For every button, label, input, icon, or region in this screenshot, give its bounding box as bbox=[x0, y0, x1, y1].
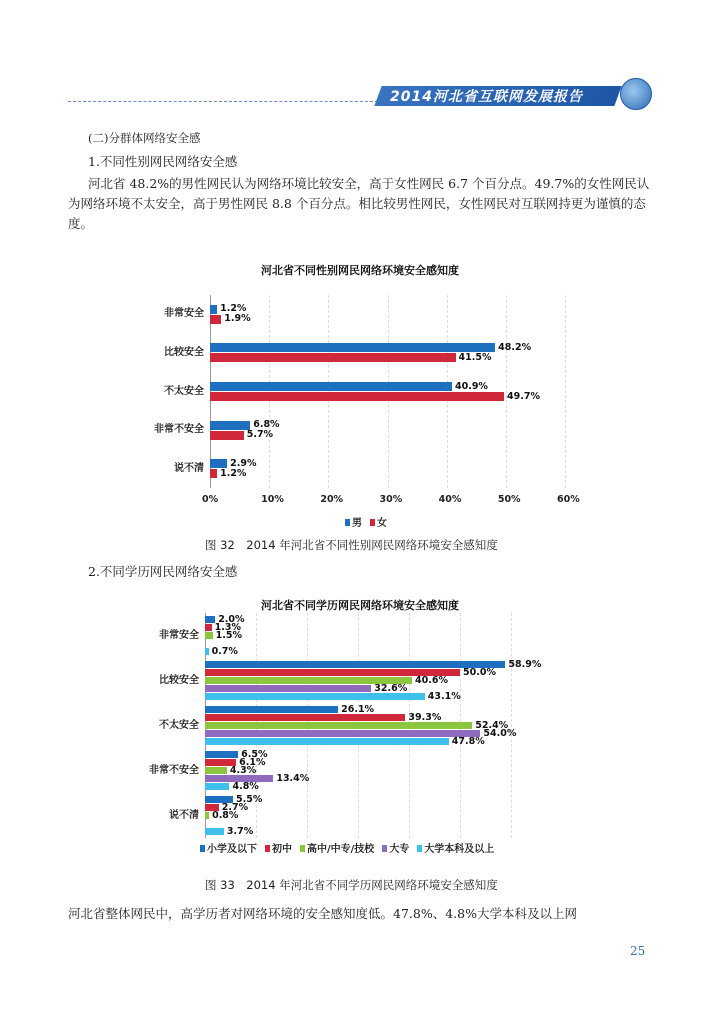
data-label: 13.4% bbox=[276, 772, 310, 784]
data-label: 52.4% bbox=[475, 719, 509, 731]
data-label: 3.7% bbox=[226, 825, 254, 837]
x-tick-label: 0% bbox=[202, 494, 219, 505]
legend-item-male: 男 bbox=[345, 514, 362, 529]
bar bbox=[205, 624, 212, 631]
x-tick-label: 50% bbox=[497, 494, 521, 505]
globe-icon bbox=[620, 78, 652, 110]
x-tick-label: 40% bbox=[438, 494, 462, 505]
subheading-education: 2.不同学历网民网络安全感 bbox=[88, 564, 238, 579]
bar bbox=[210, 469, 217, 478]
legend-item-bachelor: 大学本科及以上 bbox=[417, 840, 494, 855]
gridline bbox=[511, 613, 512, 838]
bar bbox=[205, 767, 227, 774]
chart2-legend bbox=[200, 840, 494, 855]
chart1-legend bbox=[345, 514, 387, 529]
bar bbox=[210, 459, 227, 468]
data-label: 58.9% bbox=[508, 658, 542, 670]
data-label: 1.2% bbox=[220, 303, 247, 315]
legend-item-senior: 高中/中专/技校 bbox=[300, 840, 374, 855]
bar bbox=[205, 812, 209, 819]
subheading-gender: 1.不同性别网民网络安全感 bbox=[88, 154, 238, 169]
data-label: 26.1% bbox=[341, 703, 375, 715]
bar bbox=[205, 751, 238, 758]
data-label: 4.8% bbox=[232, 780, 259, 792]
data-label: 1.5% bbox=[215, 629, 242, 641]
data-label: 6.8% bbox=[253, 419, 280, 431]
data-label: 0.7% bbox=[211, 645, 238, 657]
data-label: 39.3% bbox=[408, 711, 442, 723]
section-heading: (二)分群体网络安全感 bbox=[88, 131, 201, 145]
data-label: 6.1% bbox=[239, 756, 266, 768]
page-number: 25 bbox=[630, 944, 646, 958]
figure-caption-33: 图 33 2014 年河北省不同学历网民网络环境安全感知度 bbox=[205, 878, 498, 892]
x-tick-label: 30% bbox=[379, 494, 403, 505]
header-title: 2014河北省互联网发展报告 bbox=[390, 89, 583, 105]
data-label: 48.2% bbox=[498, 341, 532, 353]
data-label: 41.5% bbox=[458, 351, 492, 363]
data-label: 40.6% bbox=[415, 674, 449, 686]
data-label: 43.1% bbox=[427, 690, 461, 702]
bar bbox=[210, 353, 456, 362]
legend-item-primary: 小学及以下 bbox=[200, 840, 257, 855]
data-label: 32.6% bbox=[374, 682, 408, 694]
bar bbox=[205, 685, 371, 692]
legend-item-college: 大专 bbox=[382, 840, 409, 855]
data-label: 1.3% bbox=[214, 621, 241, 633]
gridline bbox=[565, 295, 566, 488]
legend-item-junior: 初中 bbox=[265, 840, 292, 855]
x-tick-label: 20% bbox=[320, 494, 344, 505]
category-label: 说不清 bbox=[174, 462, 204, 474]
data-label: 2.9% bbox=[230, 457, 257, 469]
data-label: 5.5% bbox=[236, 793, 263, 805]
bar bbox=[205, 661, 505, 668]
data-label: 54.0% bbox=[483, 727, 517, 739]
data-label: 5.7% bbox=[246, 429, 274, 441]
category-label: 非常安全 bbox=[164, 308, 204, 320]
bar bbox=[205, 706, 338, 713]
paragraph-gender: 河北省 48.2%的男性网民认为网络环境比较安全，高于女性网民 6.7 个百分点。49.7%的女性网民认为网络环境不太安全，高于男性网民 8.8 个百分点。相比较男性网民，女性网民对互联网持更为谨慎的态度。 bbox=[68, 176, 650, 231]
category-label: 比较安全 bbox=[164, 346, 204, 358]
category-label: 非常不安全 bbox=[149, 764, 199, 776]
bar bbox=[210, 305, 217, 314]
x-tick-label: 60% bbox=[557, 494, 580, 505]
bar bbox=[210, 421, 250, 430]
data-label: 47.8% bbox=[451, 735, 485, 747]
bar bbox=[205, 722, 472, 729]
category-label: 非常不安全 bbox=[154, 424, 204, 436]
data-label: 50.0% bbox=[463, 666, 496, 678]
chart2-title: 河北省不同学历网民网络环境安全感知度 bbox=[261, 599, 459, 612]
chart1-title: 河北省不同性别网民网络环境安全感知度 bbox=[261, 264, 459, 277]
bar bbox=[210, 315, 221, 324]
category-label: 不太安全 bbox=[164, 385, 204, 397]
bar bbox=[205, 738, 449, 745]
figure-caption-32: 图 32 2014 年河北省不同性别网民网络环境安全感知度 bbox=[205, 538, 498, 552]
bar bbox=[205, 783, 229, 790]
bar bbox=[205, 730, 480, 737]
legend-item-female: 女 bbox=[370, 514, 387, 529]
bar bbox=[205, 693, 425, 700]
bar bbox=[205, 632, 213, 639]
bar bbox=[205, 714, 405, 721]
category-label: 非常安全 bbox=[159, 629, 199, 641]
data-label: 49.7% bbox=[507, 390, 541, 402]
x-tick-label: 10% bbox=[261, 494, 284, 505]
data-label: 4.3% bbox=[229, 764, 257, 776]
bar bbox=[210, 431, 244, 440]
bar bbox=[210, 382, 452, 391]
category-label: 比较安全 bbox=[159, 674, 199, 686]
bar bbox=[205, 648, 209, 655]
category-label: 不太安全 bbox=[159, 719, 199, 731]
bar bbox=[210, 343, 495, 352]
paragraph-education: 河北省整体网民中，高学历者对网络环境的安全感知度低。47.8%、4.8%大学本科及以上网 bbox=[68, 906, 577, 921]
data-label: 40.9% bbox=[454, 380, 488, 392]
data-label: 6.5% bbox=[241, 748, 268, 760]
data-label: 1.9% bbox=[224, 313, 251, 325]
data-label: 0.8% bbox=[212, 809, 239, 821]
bar bbox=[205, 828, 224, 835]
category-label: 说不清 bbox=[169, 809, 199, 821]
data-label: 2.7% bbox=[221, 801, 249, 813]
header-rule bbox=[68, 101, 388, 102]
bar bbox=[210, 392, 504, 401]
data-label: 1.2% bbox=[220, 467, 247, 479]
data-label: 2.0% bbox=[218, 613, 245, 625]
